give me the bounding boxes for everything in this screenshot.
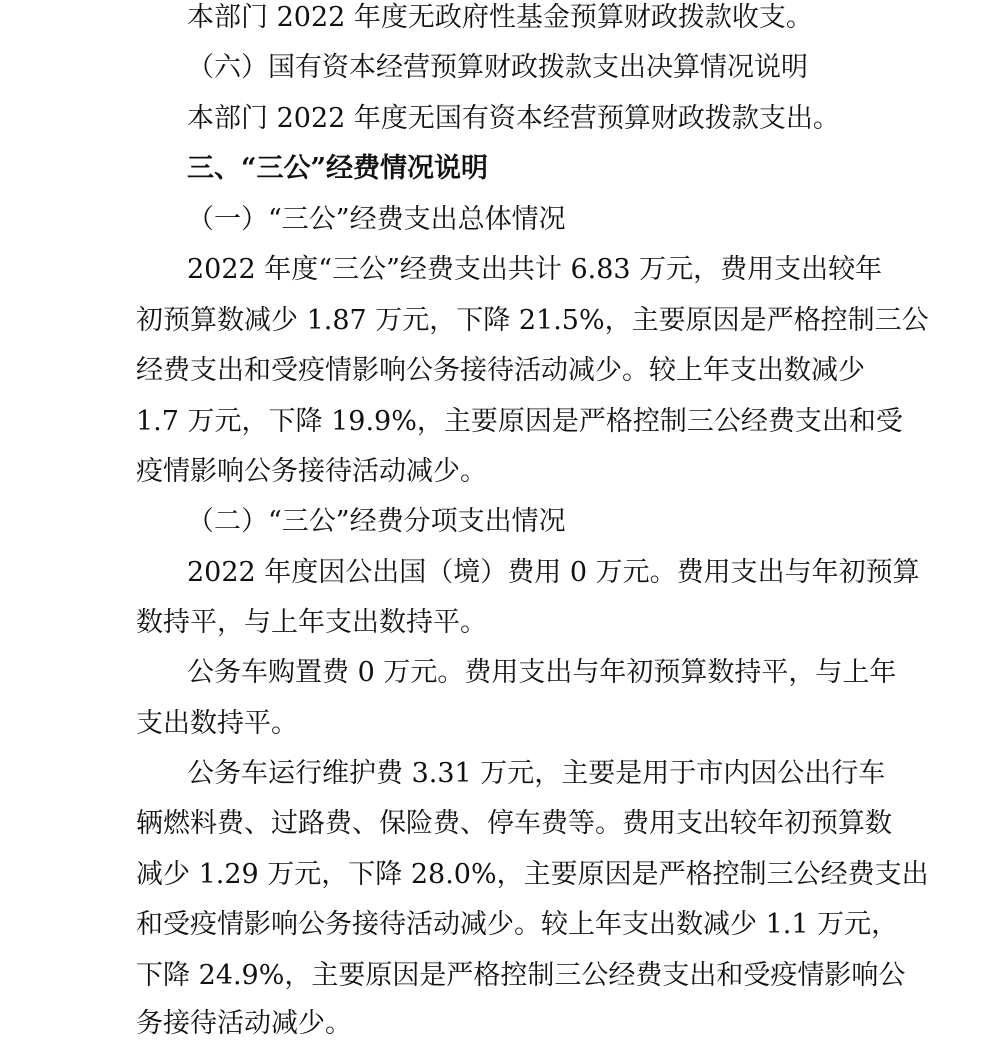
paragraph-line: 支出数持平。: [136, 708, 298, 739]
paragraph-line: 经费支出和受疫情影响公务接待活动减少。较上年支出数减少: [136, 355, 865, 386]
paragraph-line: 初预算数减少 1.87 万元，下降 21.5%，主要原因是严格控制三公: [136, 305, 929, 336]
paragraph-line: 本部门 2022 年度无国有资本经营预算财政拨款支出。: [187, 103, 840, 134]
paragraph-line: 公务车购置费 0 万元。费用支出与年初预算数持平，与上年: [187, 657, 897, 688]
paragraph-line: 和受疫情影响公务接待活动减少。较上年支出数减少 1.1 万元，: [136, 909, 899, 940]
paragraph-line: 减少 1.29 万元，下降 28.0%，主要原因是严格控制三公经费支出: [136, 859, 929, 890]
paragraph-line: 公务车运行维护费 3.31 万元，主要是用于市内因公出行车: [187, 758, 886, 789]
paragraph-line: 1.7 万元，下降 19.9%，主要原因是严格控制三公经费支出和受: [136, 406, 903, 437]
paragraph-line: 下降 24.9%，主要原因是严格控制三公经费支出和受疫情影响公: [136, 960, 906, 991]
paragraph-line: 辆燃料费、过路费、保险费、停车费等。费用支出较年初预算数: [136, 808, 892, 839]
paragraph-line: 本部门 2022 年度无政府性基金预算财政拨款收支。: [187, 2, 813, 33]
paragraph-line: 2022 年度因公出国（境）费用 0 万元。费用支出与年初预算: [187, 557, 920, 588]
subsection-heading: （一）“三公”经费支出总体情况: [187, 204, 566, 235]
paragraph-line: 疫情影响公务接待活动减少。: [136, 456, 487, 487]
subsection-heading: （六）国有资本经营预算财政拨款支出决算情况说明: [187, 52, 808, 83]
paragraph-line: 数持平，与上年支出数持平。: [136, 607, 487, 638]
subsection-heading: （二）“三公”经费分项支出情况: [187, 506, 566, 537]
paragraph-line: 务接待活动减少。: [136, 1008, 352, 1039]
paragraph-line: 2022 年度“三公”经费支出共计 6.83 万元，费用支出较年: [187, 254, 883, 285]
section-heading: 三、“三公”经费情况说明: [187, 153, 489, 184]
